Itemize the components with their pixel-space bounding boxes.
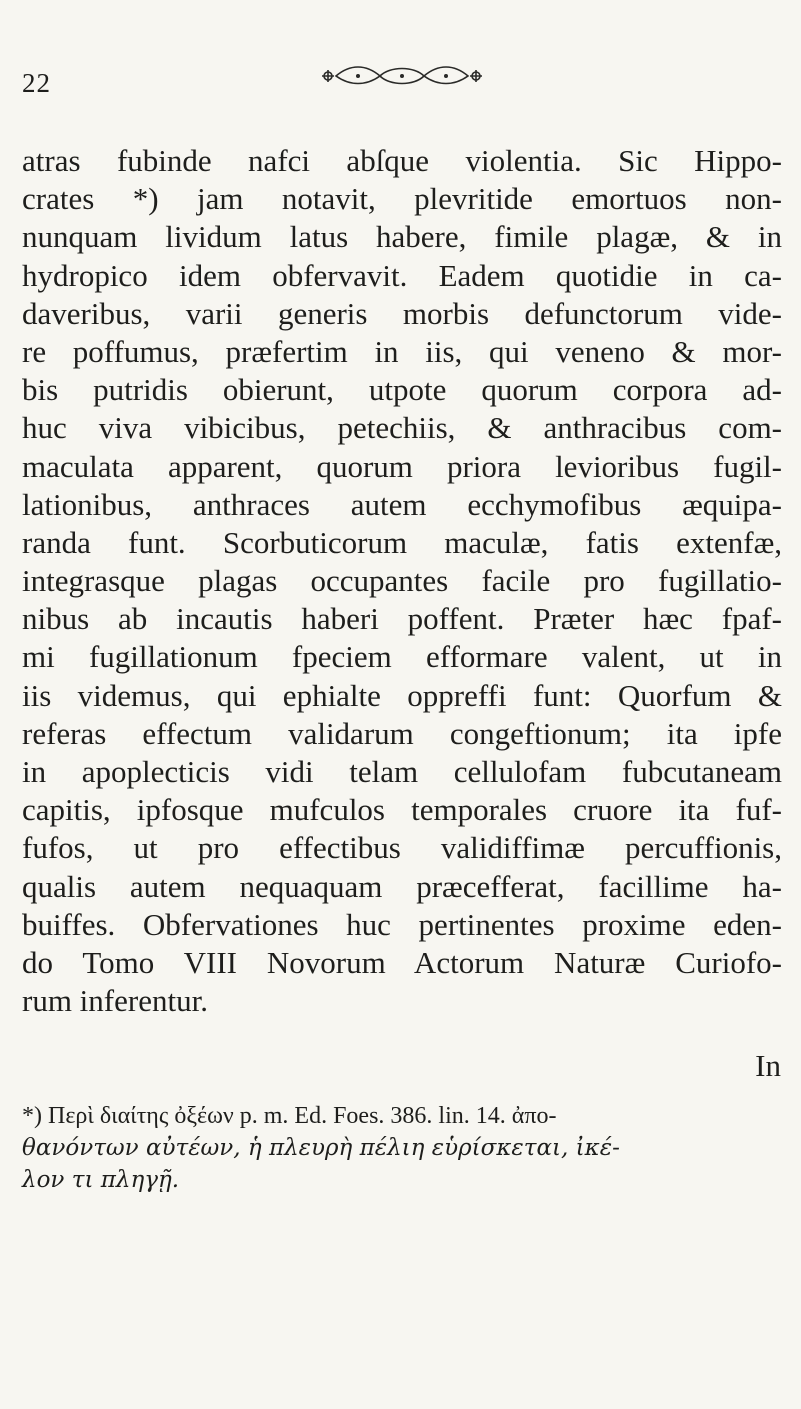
- text-line: lationibus, anthraces autem ecchymofibus æquipa-: [22, 486, 782, 522]
- body-text: [22, 142, 782, 1020]
- text-line: re poffumus, præfertim in iis, qui veneno & mor-: [22, 333, 782, 369]
- footnote: [22, 1100, 782, 1196]
- text-line: integrasque plagas occupantes facile pro fugillatio-: [22, 563, 782, 599]
- text-line: nunquam lividum latus habere, fimile plagæ, & in: [22, 219, 782, 255]
- text-line: rum inferentur.: [22, 983, 208, 1019]
- footnote-line: θανόντων αὐτέων, ἡ πλευρὴ πέλιη εὑρίσκεται, ἰκέ-: [22, 1135, 620, 1161]
- text-line: daveribus, varii generis morbis defunctorum vide-: [22, 295, 782, 331]
- text-line: hydropico idem obfervavit. Eadem quotidie in ca-: [22, 257, 782, 293]
- text-line: fufos, ut pro effectibus validiffimæ percuffionis,: [22, 830, 782, 866]
- text-line: referas effectum validarum congeftionum; ita ipfe: [22, 715, 782, 751]
- catchword: In: [755, 1048, 781, 1083]
- text-line: capitis, ipfosque mufculos temporales cruore ita fuf-: [22, 792, 782, 828]
- text-line: bis putridis obierunt, utpote quorum corpora ad-: [22, 372, 782, 408]
- text-line: maculata apparent, quorum priora levioribus fugil-: [22, 448, 782, 484]
- text-line: buiffes. Obfervationes huc pertinentes proxime eden-: [22, 906, 782, 942]
- footnote-line: *) Περὶ διαίτης ὀξέων p. m. Ed. Foes. 386. lin. 14. ἀπο-: [22, 1103, 557, 1129]
- text-line: huc viva vibicibus, petechiis, & anthracibus com-: [22, 410, 782, 446]
- text-line: nibus ab incautis haberi poffent. Præter hæc fpaf-: [22, 601, 782, 637]
- footnote-line: λον τι πληγῇ.: [22, 1167, 180, 1193]
- text-line: qualis autem nequaquam præcefferat, facillime ha-: [22, 868, 782, 904]
- text-line: atras fubinde nafci abſque violentia. Sic Hippo-: [22, 143, 782, 178]
- text-line: in apoplecticis vidi telam cellulofam fubcutaneam: [22, 754, 782, 789]
- text-line: mi fugillationum fpeciem efformare valent, ut in: [22, 639, 782, 675]
- printer-ornament: [318, 62, 486, 90]
- text-line: crates *) jam notavit, plevritide emortuos non-: [22, 181, 782, 217]
- text-line: do Tomo VIII Novorum Actorum Naturæ Curiofo-: [22, 944, 782, 980]
- text-line: randa funt. Scorbuticorum maculæ, fatis extenfæ,: [22, 524, 782, 560]
- text-line: iis videmus, qui ephialte oppreffi funt: Quorfum &: [22, 677, 782, 713]
- page-number: 22: [22, 68, 51, 98]
